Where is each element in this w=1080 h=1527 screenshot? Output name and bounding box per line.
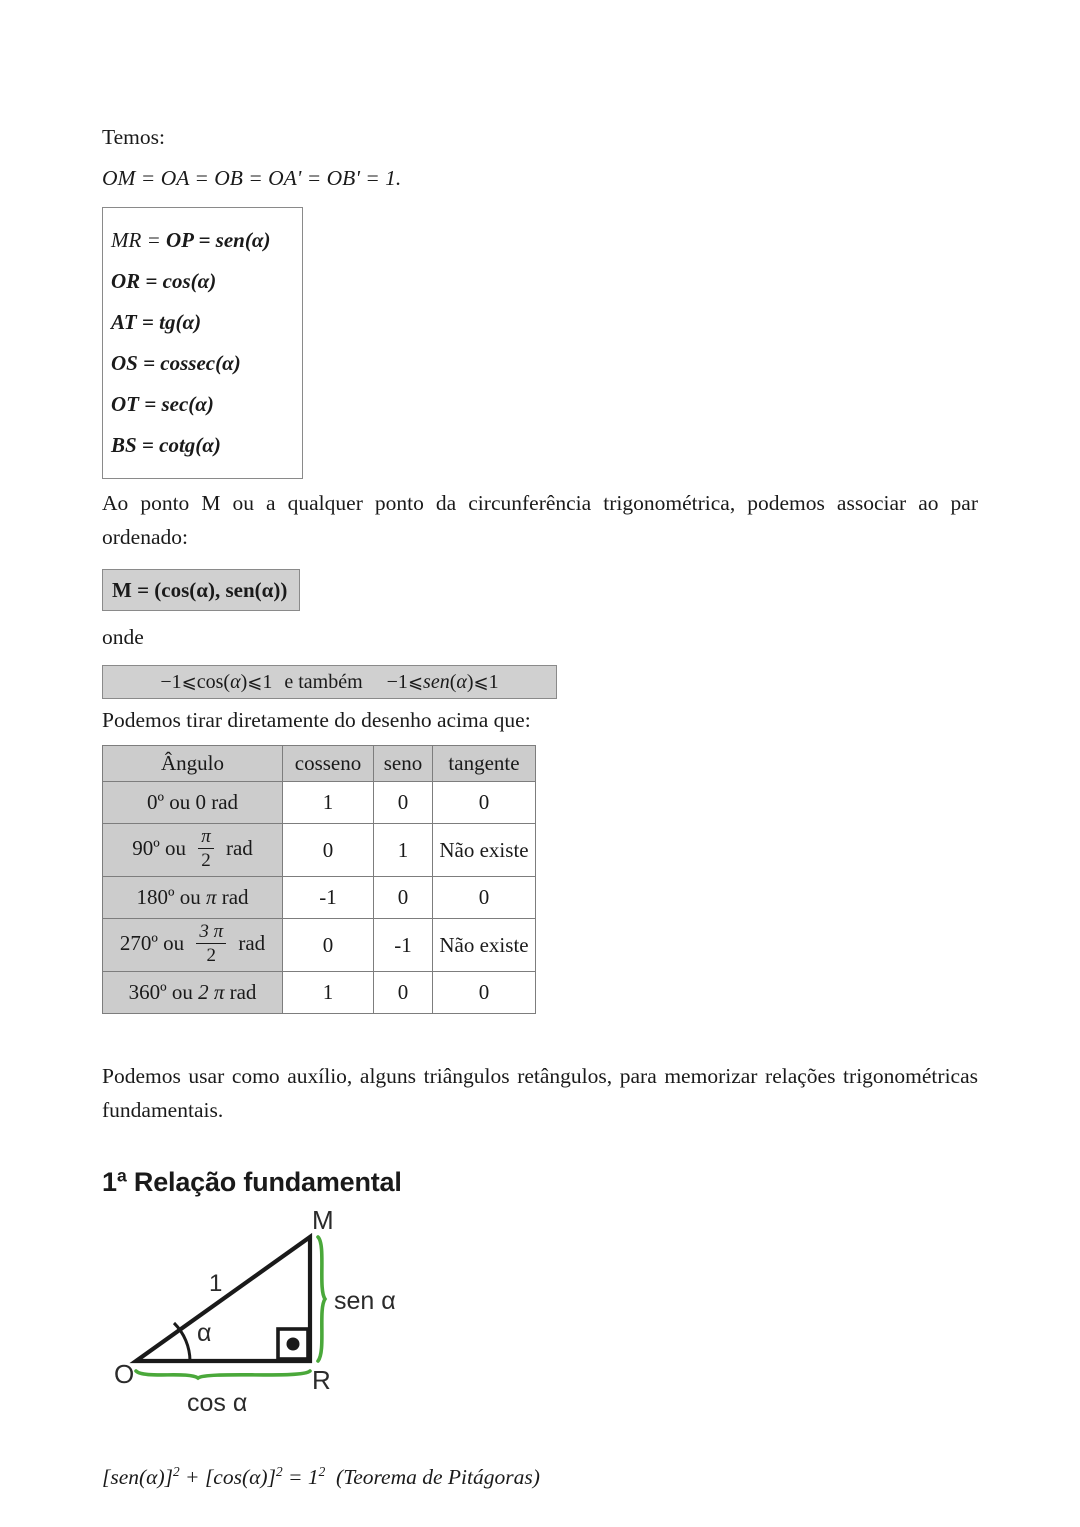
equality-line: OM = OA = OB = OA' = OB' = 1. [102,166,402,190]
paragraph-ao-ponto: Ao ponto M ou a qualquer ponto da circunferência trigonométrica, podemos associar ao par ordenado: [102,491,978,549]
ineq-left-le-1: ⩽ [181,672,197,692]
table-cell-tan: Não existe [433,919,536,972]
ineq-right-alpha: α [456,671,467,693]
ineq-right-open-paren: ( [449,671,457,693]
label-sen-alpha: sen α [334,1287,396,1315]
table-cell-sen: 0 [374,782,433,824]
table-cell-angle [103,782,283,824]
table-header-cosseno: cosseno [283,746,374,782]
label-onde: onde [102,625,144,649]
ineq-left-one: 1 [262,671,273,693]
table-cell-sen: 0 [374,972,433,1014]
page-title: 1ª Relação fundamental [102,1167,402,1197]
ineq-left-minus-one: −1 [160,671,182,693]
table-header-angulo: Ângulo [103,746,283,782]
ineq-right-minus-one: −1 [386,671,408,693]
table-cell-sen: 1 [374,824,433,877]
fraction-numerator: π [198,826,214,849]
table-cell-cos: -1 [283,877,374,919]
table-cell-tan: Não existe [433,824,536,877]
label-cos-alpha: cos α [187,1389,248,1417]
angle-unit: rad [211,790,239,814]
ineq-right-close-paren: ) [466,671,474,693]
label-angle-alpha: α [197,1319,212,1347]
table-cell-cos: 1 [283,782,374,824]
table-cell-tan: 0 [433,877,536,919]
angle-unit: rad [221,885,249,909]
table-cell-tan: 0 [433,782,536,824]
identity-equals: = 1 [282,1465,319,1490]
label-hypotenuse: 1 [209,1270,223,1297]
intro-label: Temos: [102,125,165,149]
angle-unit: rad [229,980,257,1004]
table-header-tangente: tangente [433,746,536,782]
table-cell-cos: 0 [283,824,374,877]
definition-row-3: AT = tg(α) [111,310,202,334]
ineq-right-le-1: ⩽ [407,672,424,692]
definition-row-6: BS = cotg(α) [111,433,221,457]
label-vertex-o: O [114,1359,135,1389]
label-vertex-r: R [312,1365,331,1395]
trig-values-table [102,745,536,1014]
table-cell-cos: 1 [283,972,374,1014]
table-cell-sen: -1 [374,919,433,972]
definition-row-1-rhs: OP = sen(α) [166,228,271,252]
table-cell-angle [103,824,283,877]
table-row [103,972,536,1014]
definitions-box [102,207,303,479]
table-cell-sen: 0 [374,877,433,919]
definition-row-2: OR = cos(α) [111,269,217,293]
table-row [103,877,536,919]
fraction-denominator: 2 [206,945,216,966]
fraction-denominator: 2 [201,850,211,871]
angle-unit: rad [225,835,253,860]
ineq-left-alpha: α [230,671,241,693]
point-coordinates-box: M = (cos(α), sen(α)) [102,569,300,611]
definition-row-1-lhs: MR = [111,228,166,252]
table-cell-tan: 0 [433,972,536,1014]
table-row [103,782,536,824]
table-cell-angle [103,877,283,919]
document-content [102,126,978,1490]
cos-brace-icon [136,1371,310,1378]
ineq-conjunction: e também [284,671,363,693]
right-angle-dot-icon [287,1338,300,1351]
ineq-left-close-paren: ) [240,671,248,693]
identity-term-a: [sen(α)] [102,1465,173,1490]
angle-unit: rad [238,930,266,955]
right-triangle-figure [102,1211,432,1433]
table-row [103,824,536,877]
ineq-right-one: 1 [488,671,499,693]
angle-radians-fraction [196,921,226,967]
paragraph-auxilio: Podemos usar como auxílio, alguns triângulos retângulos, para memorizar relações trigonométricas fundamentais. [102,1064,978,1122]
label-vertex-m: M [312,1211,334,1235]
angle-radians-plain: 0 [195,790,206,814]
identity-term-b: [cos(α)] [204,1465,276,1490]
triangle-diagram-svg [102,1211,432,1433]
definition-row-4: OS = cossec(α) [111,351,241,375]
angle-radians-fraction [198,826,214,872]
ineq-sen-fn: sen [423,671,450,693]
pythagorean-identity [102,1459,978,1490]
table-row [103,919,536,972]
angle-degrees: 360º ou [128,980,193,1004]
table-cell-angle [103,972,283,1014]
identity-note: (Teorema de Pitágoras) [336,1465,540,1490]
definition-row-5: OT = sec(α) [111,392,214,416]
range-inequality-box [102,665,557,699]
table-header-seno: seno [374,746,433,782]
identity-sup-a: 2 [173,1464,180,1479]
paragraph-podemos-tirar: Podemos tirar diretamente do desenho acima que: [102,708,531,732]
triangle-shape [136,1237,310,1361]
ineq-left-le-2: ⩽ [247,672,263,692]
sen-brace-icon [318,1237,325,1361]
ineq-left-open-paren: ( [223,671,231,693]
angle-degrees: 90º ou [132,835,186,860]
angle-degrees: 270º ou [119,930,185,955]
identity-sup-c: 2 [318,1464,326,1479]
identity-sup-b: 2 [275,1464,283,1479]
angle-radians-plain: 2 π [198,980,225,1004]
table-cell-angle [103,919,283,972]
fraction-numerator: 3 π [196,921,226,944]
definition-row-1 [109,220,302,261]
angle-degrees: 180º ou [136,885,201,909]
table-header-row [103,746,536,782]
angle-radians-plain: π [205,885,217,909]
table-cell-cos: 0 [283,919,374,972]
ineq-cos-fn: cos [196,671,224,693]
angle-degrees: 0º ou [146,790,191,814]
ineq-right-le-2: ⩽ [473,672,489,692]
identity-plus: + [179,1465,205,1490]
